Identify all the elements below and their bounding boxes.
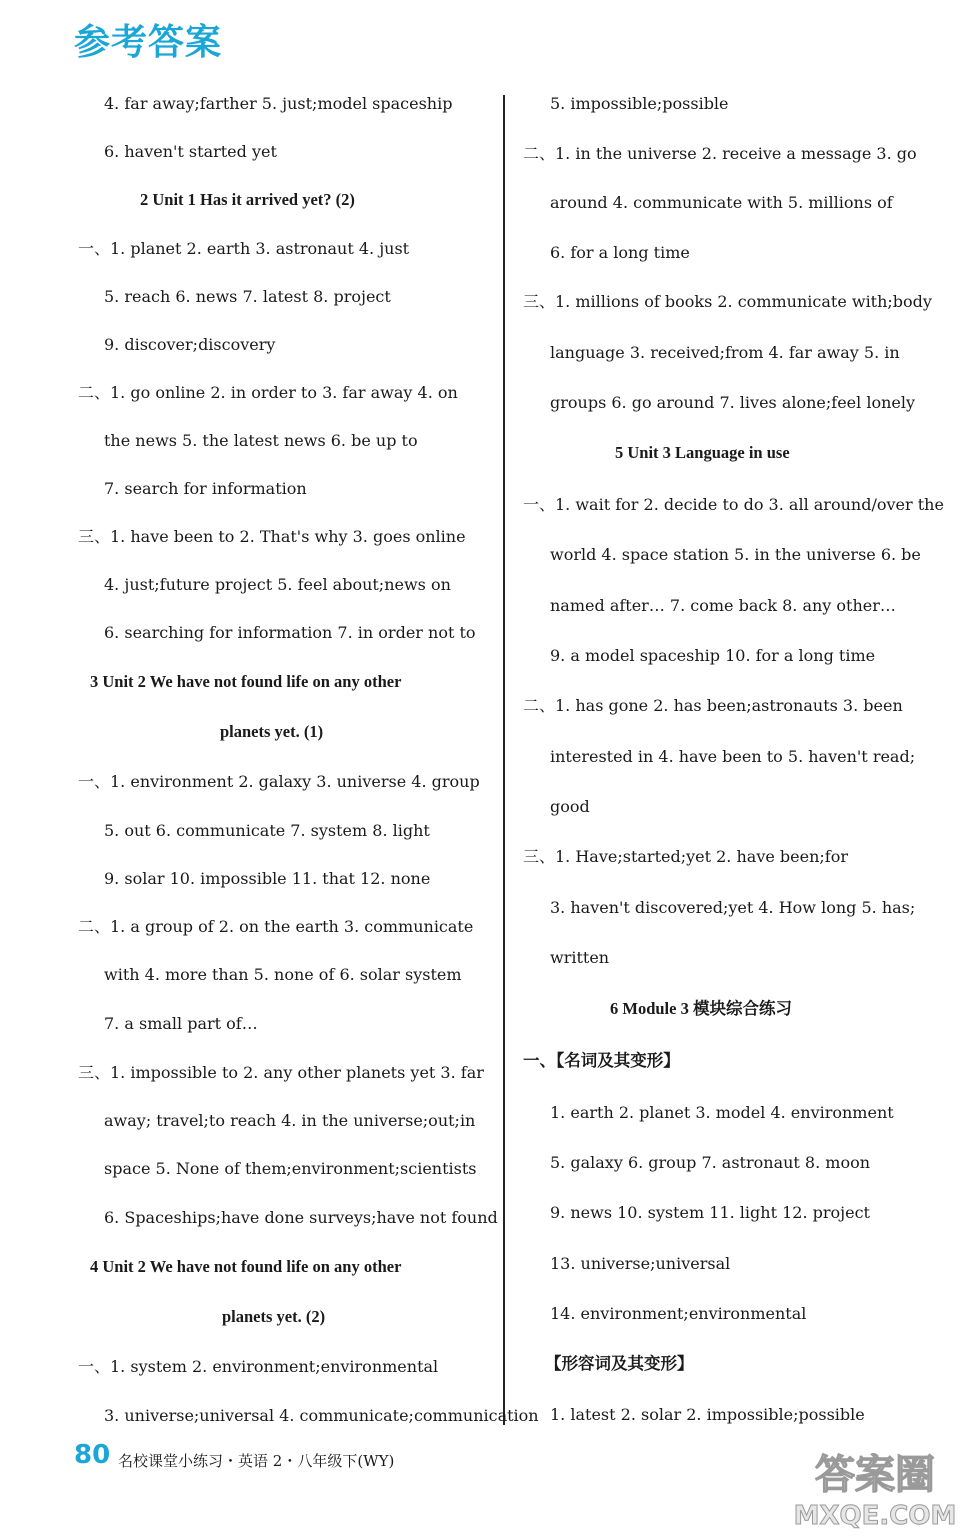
answer-line: 6. for a long time xyxy=(550,243,690,262)
section-title: 5 Unit 3 Language in use xyxy=(615,443,790,462)
answer-line: 1. earth 2. planet 3. model 4. environment xyxy=(550,1103,894,1122)
answer-line: 5. reach 6. news 7. latest 8. project xyxy=(104,287,391,306)
answer-line: 5. impossible;possible xyxy=(550,94,729,113)
watermark-line2: MXQE.COM xyxy=(793,1501,957,1530)
watermark-line1: 答案圈 xyxy=(815,1452,935,1498)
answer-line: 9. news 10. system 11. light 12. project xyxy=(550,1203,870,1222)
section-title: 3 Unit 2 We have not found life on any other xyxy=(90,672,402,691)
answer-line: 3. haven't discovered;yet 4. How long 5. has; xyxy=(550,898,916,917)
answer-line: 二、1. in the universe 2. receive a message 3. go xyxy=(523,144,917,163)
section-title: 6 Module 3 模块综合练习 xyxy=(610,999,792,1018)
answer-line: 三、1. impossible to 2. any other planets yet 3. far xyxy=(78,1063,484,1082)
answer-line: good xyxy=(550,797,590,816)
answer-line: 6. haven't started yet xyxy=(104,142,277,161)
answer-line: 1. latest 2. solar 2. impossible;possible xyxy=(550,1405,865,1424)
section-title: 2 Unit 1 Has it arrived yet? (2) xyxy=(140,190,355,209)
answer-line: 一、1. wait for 2. decide to do 3. all around/over the xyxy=(523,495,944,514)
answer-line: 7. a small part of… xyxy=(104,1014,258,1033)
section-title: 4 Unit 2 We have not found life on any other xyxy=(90,1257,402,1276)
answer-line: interested in 4. have been to 5. haven't read; xyxy=(550,747,916,766)
watermark-logo xyxy=(790,1440,960,1530)
answer-line: groups 6. go around 7. lives alone;feel lonely xyxy=(550,393,916,412)
answer-line: named after… 7. come back 8. any other… xyxy=(550,596,896,615)
answer-line: 一、1. environment 2. galaxy 3. universe 4. group xyxy=(78,772,480,791)
section-title: planets yet. (2) xyxy=(222,1307,326,1326)
section-title: 一、【名词及其变形】 xyxy=(523,1051,680,1070)
answer-line: around 4. communicate with 5. millions of xyxy=(550,193,893,212)
answer-line: 3. universe;universal 4. communicate;communication xyxy=(104,1406,539,1425)
answer-line: 三、1. millions of books 2. communicate with;body xyxy=(523,292,932,311)
answer-line: 6. searching for information 7. in order not to xyxy=(104,623,476,642)
section-title: 【形容词及其变形】 xyxy=(545,1354,694,1373)
page-header-title: 参考答案 xyxy=(74,22,223,63)
answer-line: 14. environment;environmental xyxy=(550,1304,807,1323)
answer-line: 二、1. a group of 2. on the earth 3. communicate xyxy=(78,917,474,936)
column-divider xyxy=(503,95,505,1425)
answer-line: 9. discover;discovery xyxy=(104,335,276,354)
answer-line: 三、1. Have;started;yet 2. have been;for xyxy=(523,847,848,866)
answer-line: 9. solar 10. impossible 11. that 12. none xyxy=(104,869,431,888)
answer-line: with 4. more than 5. none of 6. solar system xyxy=(104,965,462,984)
answer-line: 5. out 6. communicate 7. system 8. light xyxy=(104,821,430,840)
answer-line: 9. a model spaceship 10. for a long time xyxy=(550,646,876,665)
page-number: 80 xyxy=(74,1440,111,1470)
answer-line: space 5. None of them;environment;scientists xyxy=(104,1159,477,1178)
answer-line: the news 5. the latest news 6. be up to xyxy=(104,431,418,450)
answer-line: 4. far away;farther 5. just;model spaceship xyxy=(104,94,453,113)
answer-line: language 3. received;from 4. far away 5. in xyxy=(550,343,900,362)
section-title: planets yet. (1) xyxy=(220,722,324,741)
answer-line: 二、1. has gone 2. has been;astronauts 3. been xyxy=(523,696,903,715)
answer-line: 6. Spaceships;have done surveys;have not found xyxy=(104,1208,498,1227)
answer-line: 4. just;future project 5. feel about;news on xyxy=(104,575,451,594)
answer-line: 5. galaxy 6. group 7. astronaut 8. moon xyxy=(550,1153,871,1172)
answer-line: 一、1. planet 2. earth 3. astronaut 4. just xyxy=(78,239,410,258)
answer-line: 7. search for information xyxy=(104,479,307,498)
answer-line: world 4. space station 5. in the universe 6. be xyxy=(550,545,921,564)
answer-line: written xyxy=(550,948,610,967)
answer-line: 一、1. system 2. environment;environmental xyxy=(78,1357,439,1376)
answer-line: away; travel;to reach 4. in the universe;out;in xyxy=(104,1111,476,1130)
answer-line: 三、1. have been to 2. That's why 3. goes online xyxy=(78,527,466,546)
book-title: 名校课堂小练习・英语 2・八年级下(WY) xyxy=(118,1452,395,1470)
answer-line: 13. universe;universal xyxy=(550,1254,731,1273)
answer-line: 二、1. go online 2. in order to 3. far away 4. on xyxy=(78,383,458,402)
